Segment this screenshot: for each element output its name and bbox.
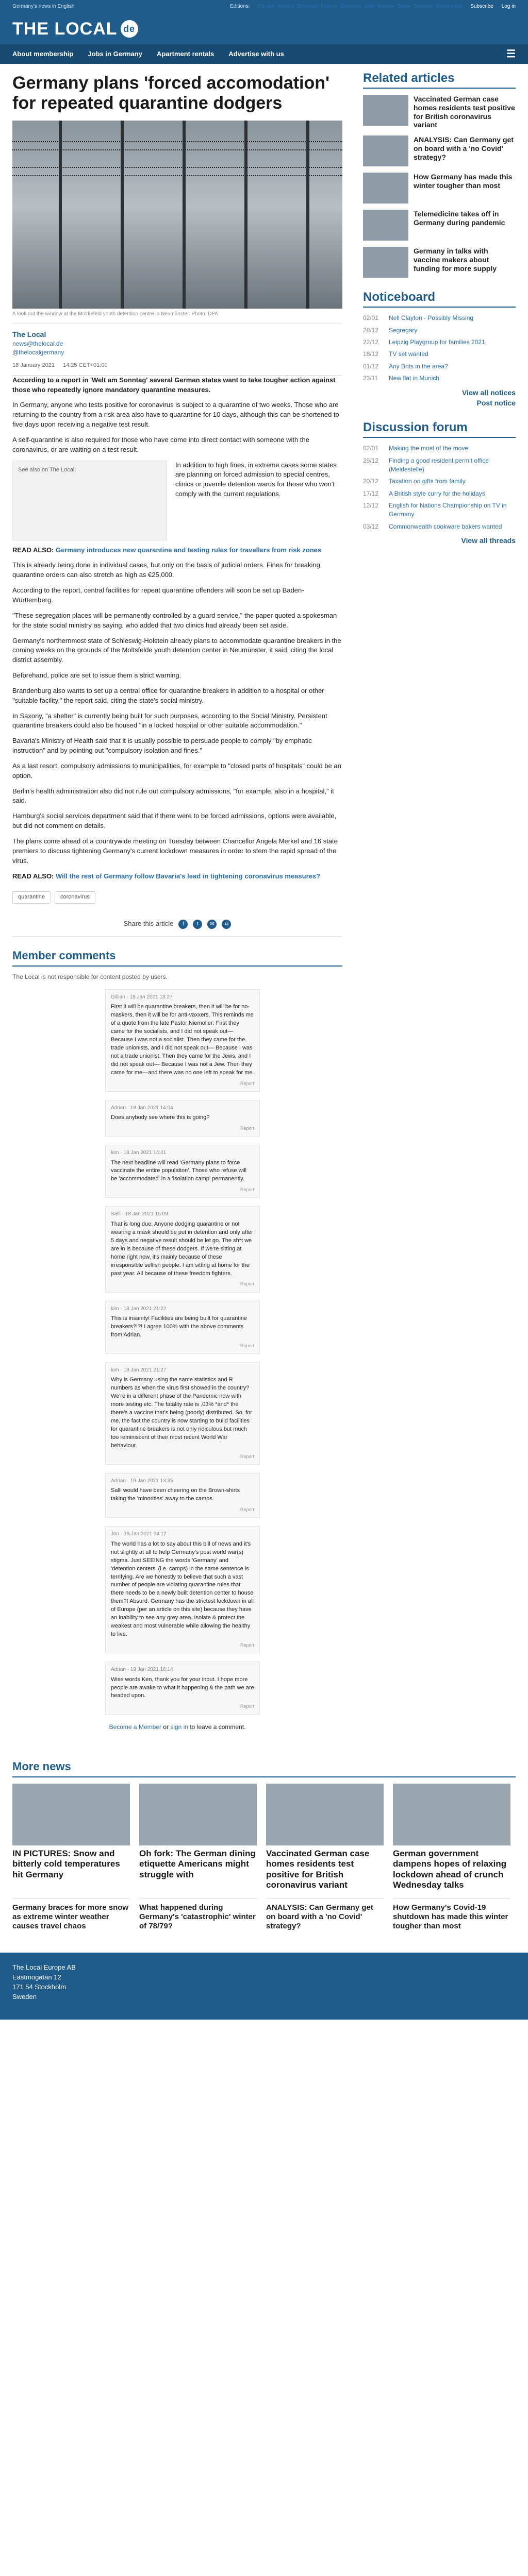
thread-item-title[interactable]: Finding a good resident permit office (Meldestelle): [389, 456, 489, 473]
tag-coronavirus[interactable]: coronavirus: [55, 891, 95, 904]
paragraph: Brandenburg also wants to set up a central office for quarantine breakers in addition to a hospital or other "suitable facility," the report said, citing the state's social ministry.: [12, 686, 324, 704]
link-icon[interactable]: ⧉: [222, 920, 231, 929]
become-member-link[interactable]: Become a Member: [109, 1723, 161, 1731]
news-text-item[interactable]: How Germany's Covid-19 shutdown has made this winter tougher than most: [393, 1899, 510, 1937]
edition-link[interactable]: Austria: [277, 3, 294, 9]
news-headline[interactable]: Vaccinated German case homes residents test positive for British coronavirus variant: [266, 1848, 370, 1890]
news-headline[interactable]: German government dampens hopes of relaxing lockdown ahead of crunch Wednesday talks: [393, 1848, 507, 1890]
related-thumbnail: [363, 210, 408, 241]
news-card[interactable]: [139, 1784, 257, 1891]
comment-meta: Gillian · 18 Jan 2021 13:27: [111, 994, 173, 1000]
related-title-text[interactable]: Vaccinated German case homes residents test positive for British coronavirus variant: [414, 95, 515, 129]
related-thumbnail: [363, 173, 408, 204]
news-card[interactable]: [266, 1784, 384, 1891]
thread-item-title[interactable]: Making the most of the move: [389, 445, 469, 452]
thread-item-date: 12/12: [363, 502, 379, 510]
comment-meta: Jon · 19 Jan 2021 14:12: [111, 1531, 167, 1537]
discussion-title: Discussion forum: [363, 420, 516, 438]
publish-date: 18 January 2021: [12, 362, 55, 368]
twitter-icon[interactable]: t: [193, 920, 202, 929]
related-item[interactable]: [363, 173, 516, 204]
thread-item[interactable]: [363, 456, 516, 474]
comment-text: This is insanity! Facilities are being built for quarantine breakers?!?! I agree 100% with the above comments from Adrian.: [111, 1315, 248, 1338]
thread-list: [363, 444, 516, 531]
report-link[interactable]: Report: [240, 1187, 254, 1193]
or-text: or: [163, 1723, 169, 1731]
comment: [105, 1526, 260, 1653]
thread-item-title[interactable]: A British style curry for the holidays: [389, 489, 485, 497]
notice-item-title[interactable]: Segregary: [389, 326, 418, 334]
related-item[interactable]: [363, 95, 516, 129]
paragraph: In Saxony, "a shelter" is currently being built for such purposes, according to the Social Ministry. Persistent quarantine breakers could also be housed "in a locked hospital or other suitable accommodation.": [12, 711, 327, 730]
thread-item-date: 29/12: [363, 456, 379, 464]
thread-item-title[interactable]: Commonwealth cookware bakers wanted: [389, 522, 502, 530]
notice-list: [363, 314, 516, 383]
news-text-item[interactable]: ANALYSIS: Can Germany get on board with a 'no Covid' strategy?: [266, 1899, 384, 1937]
facebook-icon[interactable]: f: [178, 920, 188, 929]
paragraph: A self-quarantine is also required for those who have come into direct contact with someone with the coronavirus, or are waiting on a test result.: [12, 435, 309, 453]
see-also-box: [12, 461, 167, 540]
footer-line: Eastmogatan 12: [12, 1973, 61, 1981]
leave-comment-text: to leave a comment.: [190, 1723, 246, 1731]
edition-link[interactable]: Spain: [397, 3, 411, 9]
post-notice-link[interactable]: Post notice: [476, 398, 516, 407]
article-body: [12, 376, 342, 882]
edition-link[interactable]: Germany: [340, 3, 361, 9]
comment: [105, 989, 260, 1092]
notice-item-title[interactable]: Any Brits in the area?: [389, 362, 448, 370]
article-meta: [12, 362, 342, 376]
read-also-link[interactable]: Germany introduces new quarantine and testing rules for travellers from risk zones: [56, 546, 322, 554]
comment-meta: Adrian · 19 Jan 2021 16:14: [111, 1667, 173, 1673]
comment-meta: Salli · 18 Jan 2021 15:09: [111, 1211, 168, 1217]
thread-item-date: 20/12: [363, 478, 379, 485]
author-twitter[interactable]: @thelocalgermany: [12, 349, 64, 357]
notice-item-date: 02/01: [363, 314, 379, 322]
hamburger-icon[interactable]: ☰: [506, 48, 516, 60]
notice-item[interactable]: [363, 350, 516, 359]
sign-in-link[interactable]: sign in: [170, 1723, 188, 1731]
comment-text: The world has a lot to say about this bill of news and it's not slightly at all to help Germany's post world war(s) stigma. Just SEEING the words 'Germany' and 'detention centers' (i.e. camps) in the same sentence is terrifying. Are we honestly to believe that such a vast number of people are violating quarantine rules that there needs to be a newly built detention center to house them?! Absurd. Germany has the strictest lockdown in all of Europe (per an article on this site) because they have an inability to see any grey area. Isolate & protect the weakest and most vulnerable while allowing the healthy to live.: [111, 1540, 254, 1638]
tagline: Germany's news in English: [12, 3, 75, 9]
notice-item-date: 22/12: [363, 338, 379, 346]
comment-meta: kim · 18 Jan 2021 21:22: [111, 1306, 167, 1312]
news-headline[interactable]: IN PICTURES: Snow and bitterly cold temperatures hit Germany: [12, 1848, 120, 1879]
report-link[interactable]: Report: [240, 1704, 254, 1709]
hero-image: [12, 121, 342, 309]
comment-meta: Adrian · 19 Jan 2021 13:35: [111, 1478, 173, 1484]
comment-text: First it will be quarantine breakers, then it will be for no-maskers, then it will be for anti-vaxxers. This reminds me of a quote from the late Pastor Niemoller: First they came for the socialists, and I did not speak out— Because I was not a socialist. Then they came for the trade unionists, and I did not speak out— Because I was not a trade unionist. Then they came for the Jews, and I did not speak out— Because I was not a Jew. Then they came for me—and there was no one left to speak for me.: [111, 1004, 254, 1076]
edition-link[interactable]: France: [321, 3, 337, 9]
read-also-label: READ ALSO:: [12, 872, 54, 880]
read-also-link[interactable]: Will the rest of Germany follow Bavaria's lead in tightening coronavirus measures?: [56, 872, 321, 880]
news-text-item[interactable]: Germany braces for more snow as extreme winter weather causes travel chaos: [12, 1899, 130, 1937]
report-link[interactable]: Report: [240, 1343, 254, 1348]
notice-item-title[interactable]: Nell Clayton - Possibly Missing: [389, 314, 474, 322]
edition-link[interactable]: Denmark: [296, 3, 318, 9]
comment-meta: Adrian · 18 Jan 2021 14:04: [111, 1105, 173, 1111]
news-headline[interactable]: Oh fork: The German dining etiquette Americans might struggle with: [139, 1848, 256, 1879]
site-logo[interactable]: [12, 19, 138, 39]
report-link[interactable]: Report: [240, 1080, 254, 1086]
comment-text: Does anybody see where this is going?: [111, 1114, 210, 1121]
news-thumbnail: [139, 1784, 257, 1845]
news-text-item[interactable]: What happened during Germany's 'catastrophic' winter of 78/79?: [139, 1899, 257, 1937]
edition-link[interactable]: Sweden: [414, 3, 433, 9]
news-card-grid: [12, 1784, 516, 1891]
byline: [12, 324, 342, 358]
related-thumbnail: [363, 247, 408, 278]
publish-time: 14:25 CET+01:00: [62, 362, 108, 368]
comment: [105, 1206, 260, 1292]
paragraph: As a last resort, compulsory admissions to municipalities, for example to "closed parts of hospitals" could be an option.: [12, 761, 341, 779]
thread-item[interactable]: [363, 489, 516, 498]
subscribe-link[interactable]: Subscribe: [470, 3, 493, 9]
related-thumbnail: [363, 135, 408, 166]
tag-quarantine[interactable]: quarantine: [12, 891, 51, 904]
comment: [105, 1301, 260, 1354]
edition-link[interactable]: Italy: [364, 3, 374, 9]
related-item[interactable]: [363, 247, 516, 278]
related-title-text[interactable]: Telemedicine takes off in Germany during pandemic: [414, 210, 505, 227]
footer-line: Sweden: [12, 1992, 37, 2001]
paragraph: Germany's northernmost state of Schleswig-Holstein already plans to accommodate quarantine breakers in the coming weeks on the grounds of the Moltsfelde youth detention center in Neumünster, it said, citing the local district assembly.: [12, 636, 341, 664]
comment: [105, 1100, 260, 1137]
paragraph: Beforehand, police are set to issue them a strict warning.: [12, 671, 182, 680]
notice-item-title[interactable]: New flat in Munich: [389, 375, 440, 382]
comment-meta: kim · 18 Jan 2021 21:27: [111, 1367, 167, 1373]
tag-list: [12, 891, 342, 904]
top-strip: [0, 0, 528, 13]
paragraph: The plans come ahead of a countrywide meeting on Tuesday between Chancellor Angela Merkel and 16 state premiers to discuss tightening Germany's current lockdown measures in order to stem the rapid spread of the virus.: [12, 837, 338, 865]
comment: [105, 1362, 260, 1465]
site-footer: [0, 1953, 528, 2020]
read-also-1: [12, 546, 342, 555]
related-item[interactable]: [363, 210, 516, 241]
author-email[interactable]: news@thelocal.de: [12, 340, 63, 347]
share-label: Share this article: [123, 920, 174, 928]
thread-item-date: 03/12: [363, 522, 379, 530]
see-also-label: See also on The Local:: [18, 466, 76, 473]
edition-link[interactable]: Switzerland: [435, 3, 463, 9]
comment: [105, 1662, 260, 1715]
report-link[interactable]: Report: [240, 1642, 254, 1648]
logo-text: THE LOCAL: [12, 19, 118, 39]
thread-item[interactable]: [363, 444, 516, 453]
paragraph: According to the report, central facilities for repeat quarantine offenders will soon be set up Baden-Württemberg.: [12, 586, 304, 604]
paragraph: In addition to high fines, in extreme cases some states are planning on forced admission to special centres, clinics or juvenile detention wards for those who won't comply with the current regulations.: [175, 461, 337, 498]
paragraph: Hamburg's social services department said that if there were to be forced admissions, options were available, but did not comment on details.: [12, 812, 337, 830]
thread-item-date: 17/12: [363, 489, 379, 497]
share-bar: [12, 912, 342, 937]
comments-title: Member comments: [12, 937, 342, 967]
report-link[interactable]: Report: [240, 1125, 254, 1131]
paragraph: In Germany, anyone who tests positive for coronavirus is subject to a quarantine of two weeks. Those who are returning to the country from a risk area also have to quarantine for 10 days, although this can be shortened to five days upon receiving a negative test result.: [12, 401, 339, 429]
comments-disclaimer: The Local is not responsible for content posted by users.: [12, 973, 168, 981]
more-news: [0, 1748, 528, 1938]
editions-label: Editions:: [230, 3, 250, 9]
thread-item[interactable]: [363, 477, 516, 486]
nav-about-membership[interactable]: About membership: [12, 49, 74, 58]
news-thumbnail: [12, 1784, 130, 1845]
noticeboard-title: Noticeboard: [363, 290, 516, 308]
news-text-grid: [12, 1899, 516, 1937]
related-list: [363, 95, 516, 278]
view-all-notices[interactable]: [363, 387, 516, 409]
comment-text: Why is Germany using the same statistics and R numbers as when the virus first showed in the country? We're in a different phase of the Pandemic now with more testing etc. The fatality rate is .03% *and* the there's a vaccine that's being (poorly) distributed. So, for me, the fact the country is now starting to build facilities for quarantine breakers is not only ridiculous but much too reminiscent of their most recent World War behaviour.: [111, 1377, 252, 1449]
author-name[interactable]: The Local: [12, 330, 46, 338]
notice-item-date: 28/12: [363, 326, 379, 334]
main-nav: [0, 44, 528, 64]
image-caption: A look out the window at the Moltkefeld youth detention centre in Neumünster. Photo: DPA: [12, 311, 218, 317]
sidebar: [363, 64, 516, 1748]
comment-list: [12, 989, 342, 1715]
comment-text: Salli would have been cheering on the Brown-shirts taking the 'minorities' away to the camps.: [111, 1487, 240, 1502]
notice-item[interactable]: [363, 374, 516, 383]
report-link[interactable]: Report: [240, 1453, 254, 1459]
notice-item[interactable]: [363, 326, 516, 335]
site-header: [0, 13, 528, 44]
thread-item-title[interactable]: Taxation on gifts from family: [389, 478, 466, 485]
nav-jobs[interactable]: Jobs in Germany: [88, 49, 142, 58]
notice-item[interactable]: [363, 362, 516, 371]
related-thumbnail: [363, 95, 408, 126]
related-title-text[interactable]: How Germany has made this winter tougher than most: [414, 173, 513, 190]
edition-link[interactable]: Norway: [376, 3, 394, 9]
comment: [105, 1473, 260, 1518]
more-news-title: More news: [12, 1748, 516, 1777]
comment-text: Wise words Ken, thank you for your input. I hope more people are awake to what it happening & the path we are headed upon.: [111, 1676, 254, 1699]
edition-link[interactable]: Europe: [258, 3, 275, 9]
article-title: Germany plans 'forced accomodation' for repeated quarantine dodgers: [12, 73, 330, 113]
footer-line: The Local Europe AB: [12, 1963, 76, 1972]
related-item[interactable]: [363, 135, 516, 166]
view-all-threads[interactable]: View all threads: [461, 536, 516, 545]
paragraph: This is already being done in individual cases, but only on the basis of judicial orders. Fines for breaking quarantine orders can also stretch as high as €25,000.: [12, 561, 320, 579]
comment-meta: kim · 18 Jan 2021 14:41: [111, 1150, 167, 1156]
notice-item[interactable]: [363, 338, 516, 347]
related-title-text[interactable]: ANALYSIS: Can Germany get on board with a 'no Covid' strategy?: [414, 135, 514, 161]
notice-item-date: 18/12: [363, 350, 379, 358]
thread-item[interactable]: [363, 522, 516, 531]
related-title: Related articles: [363, 71, 516, 89]
comment-text: The next headline will read 'Germany plans to force vaccinate the entire population'. Those who refuse will be 'accommodated' in a 'isolation camp' permanently.: [111, 1159, 246, 1182]
report-link[interactable]: Report: [240, 1281, 254, 1287]
notice-item[interactable]: [363, 314, 516, 323]
paragraph: Berlin's health administration also did not rule out compulsory admissions, "for example, also in a hospital," it said.: [12, 787, 334, 805]
related-title-text[interactable]: Germany in talks with vaccine makers about funding for more supply: [414, 247, 497, 273]
email-icon[interactable]: ✉: [207, 920, 217, 929]
view-all-notices-link[interactable]: View all notices: [461, 388, 516, 397]
news-card[interactable]: [12, 1784, 130, 1891]
comment: [105, 1145, 260, 1198]
paragraph: "These segregation places will be permanently controlled by a guard service," the paper quoted a spokesman for the state social ministry as saying, who added that two clinics had already been set aside.: [12, 611, 337, 629]
comment-text: That is long due. Anyone dodging quarantine or not wearing a mask should be put in detention and only after 5 days and negative result should be let go. The sh*t we are in is because of these dodgers. If we're sitting at home right now, it's mainly because of these irresponsible selfish people. I am sitting at home for the past year. All because of these freedom fighters.: [111, 1221, 253, 1277]
thread-item-title[interactable]: English for Nations Championship on TV in Germany: [389, 502, 507, 518]
article-lead: According to a report in 'Welt am Sonntag' several German states want to take tougher action against those who repeatedly ignore mandatory quarantine measures.: [12, 376, 336, 394]
nav-apartments[interactable]: Apartment rentals: [156, 49, 214, 58]
login-link[interactable]: Log in: [501, 3, 516, 9]
read-also-label: READ ALSO:: [12, 546, 54, 554]
paragraph: Bavaria's Ministry of Health said that it is usually possible to persuade people to comply "by emphatic instruction" and by pointing out "compulsory isolation and fines.": [12, 737, 312, 755]
become-member-line: [12, 1723, 342, 1732]
news-thumbnail: [266, 1784, 384, 1845]
news-card[interactable]: [393, 1784, 510, 1891]
notice-item-title[interactable]: TV set wanted: [389, 350, 428, 358]
nav-advertise[interactable]: Advertise with us: [228, 49, 284, 58]
read-also-2: [12, 872, 342, 882]
logo-badge: de: [121, 20, 138, 38]
notice-item-date: 23/11: [363, 375, 378, 382]
report-link[interactable]: Report: [240, 1507, 254, 1513]
notice-item-date: 01/12: [363, 362, 379, 370]
news-thumbnail: [393, 1784, 510, 1845]
editions-list: [258, 3, 462, 11]
notice-item-title[interactable]: Leipzig Playgroup for families 2021: [389, 338, 485, 346]
thread-item-date: 02/01: [363, 445, 379, 452]
thread-item[interactable]: [363, 501, 516, 519]
footer-line: 171 54 Stockholm: [12, 1983, 67, 1991]
article-column: [12, 64, 342, 1748]
